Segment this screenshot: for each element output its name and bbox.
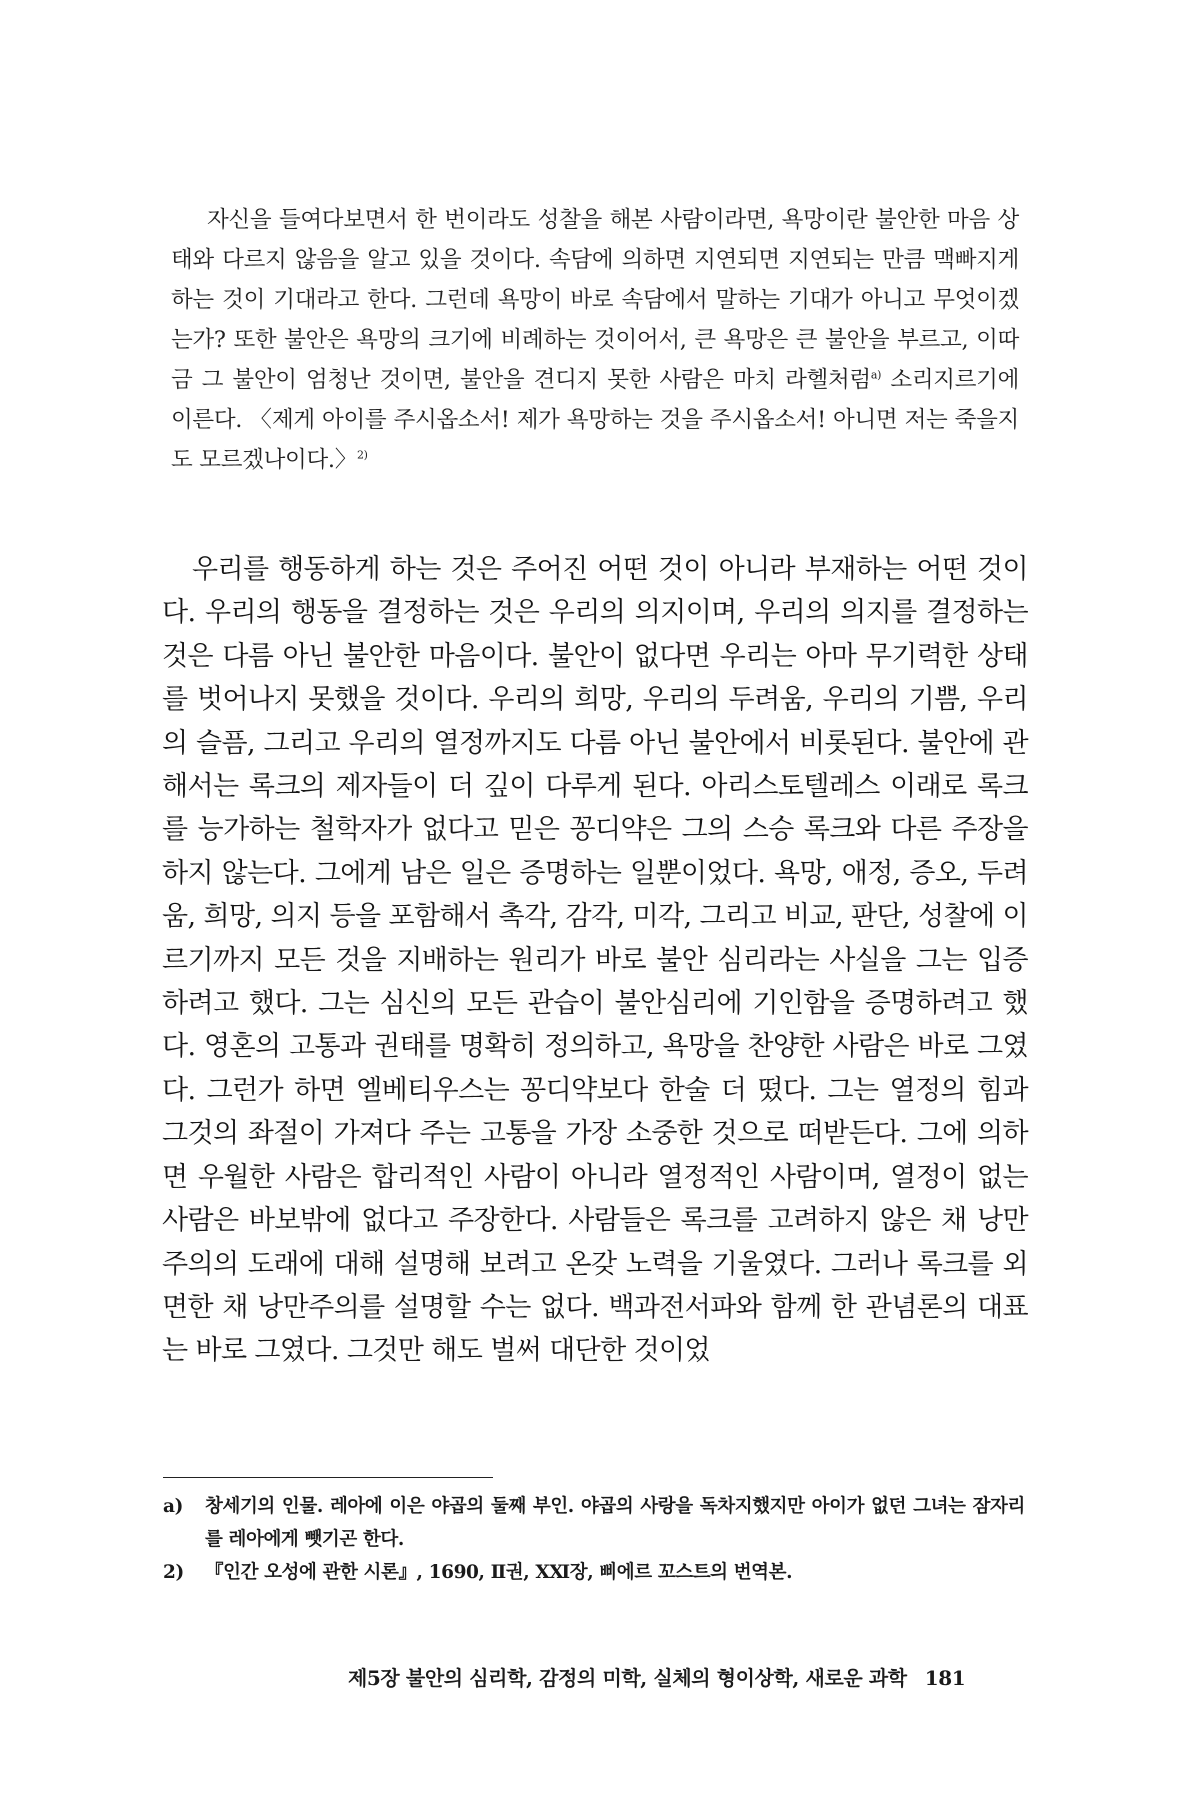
page-number: 181 (924, 1666, 966, 1690)
body-paragraph: 우리를 행동하게 하는 것은 주어진 어떤 것이 아니라 부재하는 어떤 것이다. 우리의 행동을 결정하는 것은 우리의 의지이며, 우리의 의지를 결정하는 것은 다름 아닌 불안한 마음이다. 불안이 없다면 우리는 아마 무기력한 상태를 벗어나지 못했을 것이다. 우리의 희망, 우리의 두려움, 우리의 기쁨, 우리의 슬픔, 그리고 우리의 열정까지도 다름 아닌 불안에서 비롯된다. 불안에 관해서는 록크의 제자들이 더 깊이 다루게 된다. 아리스토텔레스 이래로 록크를 능가하는 철학자가 없다고 믿은 꽁디약은 그의 스승 록크와 다른 주장을 하지 않는다. 그에게 남은 일은 증명하는 일뿐이었다. 욕망, 애정, 증오, 두려움, 희망, 의지 등을 포함해서 촉각, 감각, 미각, 그리고 비교, 판단, 성찰에 이르기까지 모든 것을 지배하는 원리가 바로 불안 심리라는 사실을 그는 입증하려고 했다. 그는 심신의 모든 관습이 불안심리에 기인함을 증명하려고 했다. 영혼의 고통과 권태를 명확히 정의하고, 욕망을 찬양한 사람은 바로 그였다. 그런가 하면 엘베티우스는 꽁디약보다 한술 더 떴다. 그는 열정의 힘과 그것의 좌절이 가져다 주는 고통을 가장 소중한 것으로 떠받든다. 그에 의하면 우월한 사람은 합리적인 사람이 아니라 열정적인 사람이며, 열정이 없는 사람은 바보밖에 없다고 주장한다. 사람들은 록크를 고려하지 않은 채 낭만주의의 도래에 대해 설명해 보려고 온갖 노력을 기울였다. 그러나 록크를 외면한 채 낭만주의를 설명할 수는 없다. 백과전서파와 함께 한 관념론의 대표는 바로 그였다. 그것만 해도 벌써 대단한 것이었 (162, 554, 1028, 1367)
footnote-mark: 2) (163, 1562, 184, 1583)
quote-text-part-2: 소리지르기에 이른다. 〈제게 아이를 주시옵소서! 제가 욕망하는 것을 주시옵소서! 아니면 저는 죽을지도 모르겠나이다.〉 (171, 367, 1020, 473)
footnote-divider (163, 1477, 493, 1478)
footnote-text: 창세기의 인물. 레아에 이은 야곱의 둘째 부인. 야곱의 사랑을 독차지했지만 아이가 없던 그녀는 잠자리를 레아에게 뺏기곤 한다. (205, 1496, 1025, 1550)
running-footer (348, 1662, 1028, 1691)
footnote-mark: a) (163, 1496, 183, 1517)
chapter-title: 제5장 불안의 심리학, 감정의 미학, 실체의 형이상학, 새로운 과학 (348, 1666, 907, 1690)
footnotes (163, 1490, 1025, 1589)
footnote-ref-2: 2) (356, 448, 368, 462)
footnote-a (163, 1490, 1025, 1556)
footnote-ref-a: a) (870, 368, 882, 382)
quote-text-part-1: 자신을 들여다보면서 한 번이라도 성찰을 해본 사람이라면, 욕망이란 불안한 마음 상태와 다르지 않음을 알고 있을 것이다. 속담에 의하면 지연되면 지연되는 만큼 맥빠지게 하는 것이 기대라고 한다. 그런데 욕망이 바로 속담에서 말하는 기대가 아니고 무엇이겠는가? 또한 불안은 욕망의 크기에 비례하는 것이어서, 큰 욕망은 큰 불안을 부르고, 이따금 그 불안이 엄청난 것이면, 불안을 견디지 못한 사람은 마치 라헬처럼 (171, 207, 1019, 393)
epigraph-quote (171, 200, 1019, 480)
footnote-2 (163, 1556, 1025, 1589)
footnote-text: 『인간 오성에 관한 시론』, 1690, Ⅱ권, ⅩⅪ장, 삐에르 꼬스트의 번역본. (205, 1562, 793, 1583)
